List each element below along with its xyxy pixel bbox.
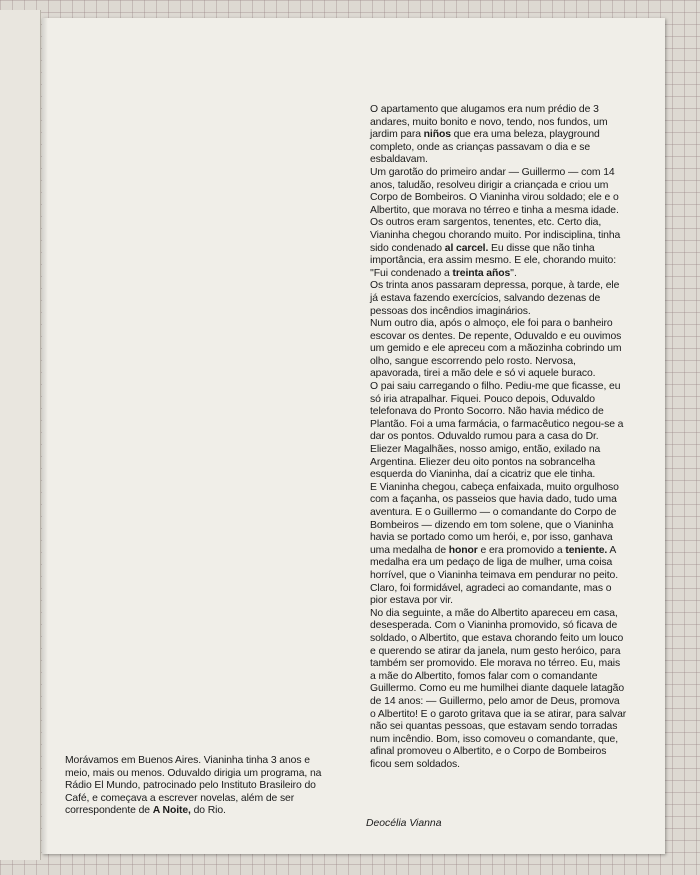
adjacent-page-edge bbox=[0, 10, 41, 860]
page-spine-shadow bbox=[42, 18, 48, 854]
photo-caption: Morávamos em Buenos Aires. Vianinha tinha 3 anos e meio, mais ou menos. Oduvaldo dirigia um programa, na Rádio El Mundo, patrocinado pelo Instituto Brasileiro do Café, e começava a escrever novelas, além de ser correspondente de A Noite, do Rio. bbox=[65, 755, 322, 817]
article-paragraph: Num outro dia, após o almoço, ele foi para o banheiro escovar os dentes. De repente, Oduvaldo e eu ouvimos um gemido e ele apreceu com a mãozinha cobrindo um olho, sangue escorrendo pelo rosto. Nervosa, apavorada, tirei a mão dele e só vi aquele buraco. bbox=[370, 318, 622, 380]
article-paragraph: No dia seguinte, a mãe do Albertito apareceu em casa, desesperada. Com o Vianinha promovido, só ficava de soldado, o Albertito, que estava chorando feito um louco e querendo se atirar da janela, num gesto heróico, para também ser promovido. Ele morava no térreo. Eu, mais a mãe do Albertito, fomos falar com o comandante Guillermo. Como eu me humilhei diante daquele latagão de 14 anos: — Guillermo, pelo amor de Deus, promova o Albertito! E o garoto gritava que ia se atirar, para salvar não sei quantas pessoas, que estavam sendo torradas num incêndio. Bom, isso comoveu o comandante, que, afinal promoveu o Albertito, e o Corpo de Bombeiros ficou sem soldados. bbox=[370, 607, 627, 770]
article-paragraph: Os trinta anos passaram depressa, porque, à tarde, ele já estava fazendo exercícios, salvando dezenas de pessoas dos incêndios imaginários. bbox=[370, 280, 620, 317]
magazine-page bbox=[42, 18, 665, 854]
article-paragraph: E Vianinha chegou, cabeça enfaixada, muito orgulhoso com a façanha, os passeios que havia dado, tudo uma aventura. E o Guillermo — o comandante do Corpo de Bombeiros — dizendo em tom solene, que o Vianinha havia se portado como um herói, e, por isso, ganhava uma medalha de honor e era promovido a teniente. A medalha era um pedaço de liga de mulher, uma coisa horrível, que o Vianinha teimava em pendurar no peito. Claro, foi formidável, agradeci ao comandante, mas o pior estava por vir. bbox=[370, 481, 619, 607]
article-body bbox=[370, 104, 628, 771]
author-signature: Deocélia Vianna bbox=[366, 818, 442, 829]
article-paragraph: Um garotão do primeiro andar — Guillermo — com 14 anos, taludão, resolveu dirigir a criançada e criou um Corpo de Bombeiros. O Vianinha virou soldado; ele e o Albertito, que morava no térreo e tinha a mesma idade. Os outros eram sargentos, tenentes, etc. Certo dia, Vianinha chegou chorando muito. Por indisciplina, tinha sido condenado al carcel. Eu disse que não tinha importância, era assim mesmo. E ele, chorando muito: ''Fui condenado a treinta años''. bbox=[370, 166, 621, 279]
article-paragraph: O apartamento que alugamos era num prédio de 3 andares, muito bonito e novo, tendo, nos fundos, um jardim para niños que era uma beleza, playground completo, onde as crianças passavam o dia e se esbaldavam. bbox=[370, 104, 608, 166]
article-paragraph: O pai saiu carregando o filho. Pediu-me que ficasse, eu só iria atrapalhar. Fiquei. Pouco depois, Oduvaldo telefonava do Pronto Socorro. Não havia médico de Plantão. Foi a uma farmácia, o farmacêutico negou-se a dar os pontos. Oduvaldo rumou para a casa do Dr. Eliezer Magalhães, nosso amigo, então, exilado na Argentina. Eliezer deu oito pontos na sobrancelha esquerda do Vianinha, daí a cicatriz que ele tinha. bbox=[370, 381, 624, 481]
